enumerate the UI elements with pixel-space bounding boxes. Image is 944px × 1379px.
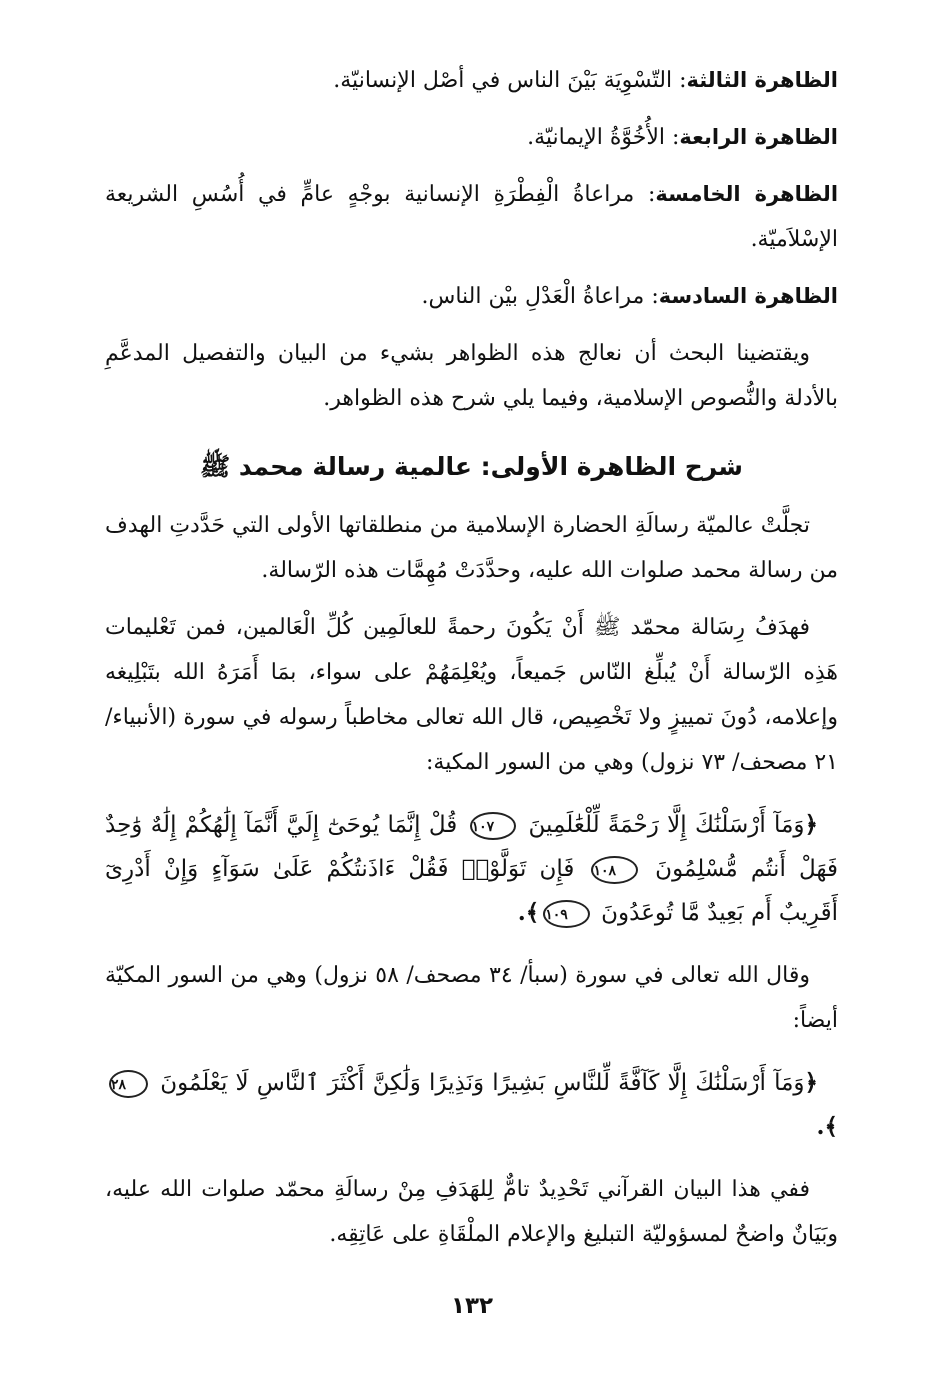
quran-open-bracket: ﴿ bbox=[804, 1069, 819, 1096]
page-number: ١٣٢ bbox=[450, 1293, 494, 1319]
phenomenon-label: الظاهرة الخامسة bbox=[655, 182, 839, 206]
paragraph-saba-intro: وقال الله تعالى في سورة (سبأ/ ٣٤ مصحف/ ٥٨ نزول) وهي من السور المكيّة أيضاً: bbox=[105, 963, 838, 1033]
phenomenon-4 bbox=[105, 115, 838, 160]
phenomenon-6 bbox=[105, 274, 838, 319]
phenomenon-5 bbox=[105, 172, 838, 262]
label-separator: : bbox=[672, 68, 687, 93]
quran-quote-anbiya bbox=[105, 803, 838, 935]
quran-verse: وَمَآ أَرْسَلْنَٰكَ إِلَّا رَحْمَةً لِّلْعَٰلَمِينَ bbox=[528, 812, 805, 838]
phenomenon-text: التّسْوِيَة بَيْنَ الناس في أصْل الإنسانيّة. bbox=[333, 68, 673, 93]
phenomenon-label: الظاهرة الرابعة bbox=[679, 125, 838, 149]
ayah-number-marker: ١٠٧ bbox=[470, 812, 517, 840]
quran-verse: فَإِن تَوَلَّوْا۟ فَقُلْ ءَاذَنتُكُمْ عَلَىٰ سَوَآءٍ وَإِنْ أَدْرِىٓ أَقَرِيبٌ أَم بَعِيدٌ مَّا تُوعَدُونَ bbox=[105, 856, 838, 926]
phenomenon-text: مراعاةُ الْفِطْرَةِ الإنسانية بوجْهٍ عامٍّ في أُسُسِ الشريعة الإسْلاَميّة. bbox=[105, 182, 838, 252]
paragraph-conclusion: ففي هذا البيان القرآني تَحْدِيدٌ تامٌّ لِلهَدَفِ مِنْ رسالَةِ محمّد صلوات الله عليه، وبَيَانٌ واضحٌ لمسؤوليّة التبليغ والإعلام الملْقَاةِ على عَاتِقِه. bbox=[105, 1177, 838, 1247]
section-heading: شرح الظاهرة الأولى: عالمية رسالة محمد ﷺ bbox=[200, 452, 743, 481]
label-separator: : bbox=[634, 182, 656, 207]
quran-open-bracket: ﴿ bbox=[804, 811, 818, 838]
quran-close-bracket: ﴾. bbox=[816, 1113, 838, 1140]
phenomenon-text: الأُخُوَّةُ الإيمانيّة. bbox=[527, 125, 666, 150]
quran-verse: وَمَآ أَرْسَلْنَٰكَ إِلَّا كَآفَّةً لِّلنَّاسِ بَشِيرًا وَنَذِيرًا وَلَٰكِنَّ أَكْثَرَ ٱلنَّاسِ لَا يَعْلَمُونَ bbox=[160, 1070, 805, 1096]
label-separator: : bbox=[665, 125, 680, 150]
paragraph-mission: فهدَفُ رِسَالة محمّد ﷺ أَنْ يَكُونَ رحمةً للعالَمِين كُلِّ الْعَالمين، فمن تَعْليمات هَذِه الرّسالة أَنْ يُبلِّغ النّاس جَميعاً، ويُعْلِمَهُمْ على سواء، بمَا أَمَرَهُ الله بتَبْلِيغه وإعلامه، دُونَ تمييزٍ ولا تَخْصِيص، قال الله تعالى مخاطباً رسوله في سورة (الأنبياء/ ٢١ مصحف/ ٧٣ نزول) وهي من السور المكية: bbox=[105, 615, 838, 775]
phenomenon-label: الظاهرة السادسة bbox=[658, 284, 838, 308]
phenomenon-label: الظاهرة الثالثة bbox=[686, 68, 838, 92]
phenomenon-3 bbox=[105, 58, 838, 103]
quran-close-bracket: ﴾. bbox=[517, 899, 540, 926]
quran-verse: قُلْ إِنَّمَا يُوحَىٰٓ إِلَيَّ أَنَّمَآ إِلَٰهُكُمْ إِلَٰهٌ وَٰحِدٌ فَهَلْ أَنتُم مُّسْلِمُونَ bbox=[105, 812, 838, 882]
ayah-number-marker: ٢٨ bbox=[109, 1070, 148, 1098]
quran-quote-saba bbox=[105, 1061, 838, 1149]
ayah-number-marker: ١٠٨ bbox=[591, 856, 638, 884]
label-separator: : bbox=[644, 284, 659, 309]
intro-paragraph: ويقتضينا البحث أن نعالج هذه الظواهر بشيء من البيان والتفصيل المدعَّمِ بالأدلة والنُّصوص الإسلامية، وفيما يلي شرح هذه الظواهر. bbox=[105, 341, 838, 411]
paragraph-goal-definition: تجلَّتْ عالميّة رسالَةِ الحضارة الإسلامية من منطلقاتها الأولى التي حَدَّدتِ الهدف من رسالة محمد صلوات الله عليه، وحدَّدَتْ مُهِمَّات هذه الرّسالة. bbox=[105, 513, 838, 583]
ayah-number-marker: ١٠٩ bbox=[543, 900, 590, 928]
phenomenon-text: مراعاةُ الْعَدْلِ بيْن الناس. bbox=[421, 284, 645, 309]
